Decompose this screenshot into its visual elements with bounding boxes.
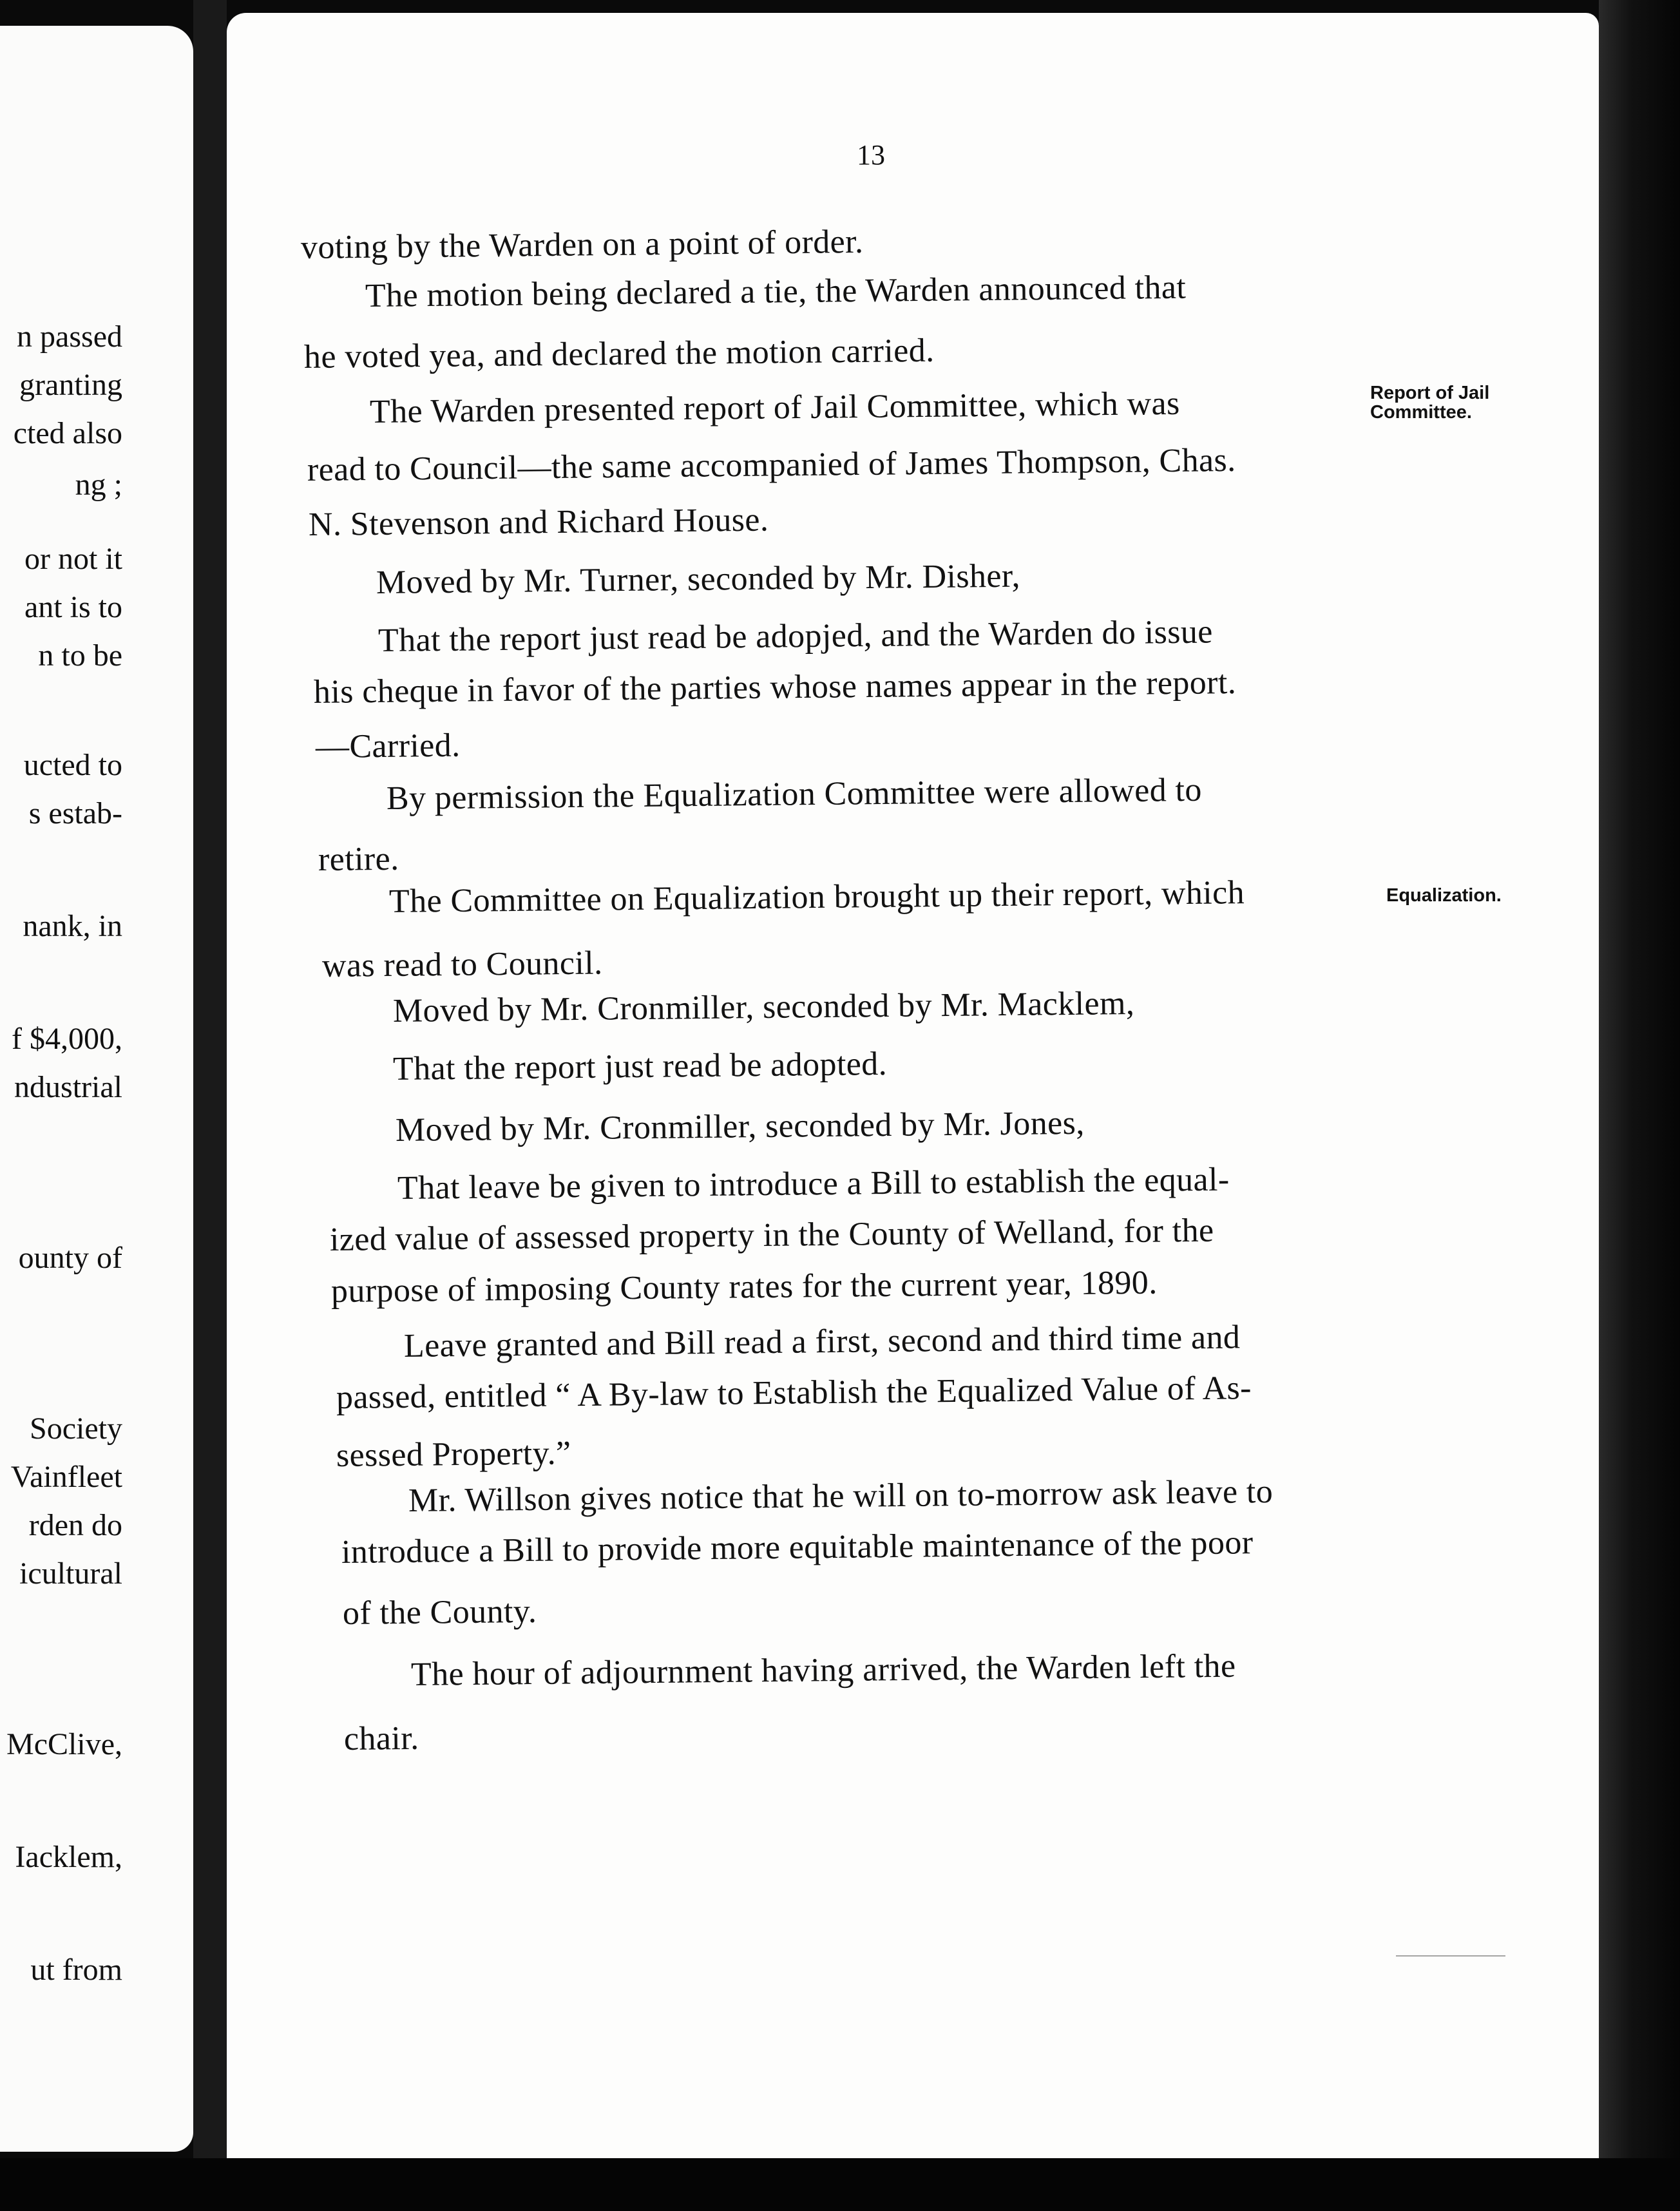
body-line: voting by the Warden on a point of order. [300,223,864,266]
body-line: Mr. Willson gives notice that he will on to-morrow ask leave to [408,1473,1274,1519]
margin-note-line: Report of Jail [1370,383,1490,403]
body-line: introduce a Bill to provide more equitable maintenance of the poor [341,1524,1254,1571]
body-line: retire. [318,840,399,878]
left-page-fragment: ucted to [23,748,122,782]
body-line: his cheque in favor of the parties whose names appear in the report. [313,664,1237,711]
bleed-through-rule [1396,1955,1505,1957]
page-edge-right [1599,0,1680,2211]
left-page-fragment: ant is to [24,590,122,624]
body-line: chair. [343,1719,419,1757]
left-page-fragment: ng ; [75,468,122,502]
left-page-fragment: rden do [28,1508,122,1542]
body-line: read to Council—the same accompanied of James Thompson, Chas. [307,441,1236,488]
left-page-fragment: nank, in [23,909,122,943]
left-page-fragment: cted also [13,416,122,450]
left-page-fragment: n to be [38,638,122,673]
left-page-fragment: or not it [24,542,122,576]
left-page-fragment: f $4,000, [12,1022,122,1056]
main-page [227,13,1599,2158]
body-line: N. Stevenson and Richard House. [308,501,769,543]
body-line: The Committee on Equalization brought up their report, which [388,874,1245,920]
body-line: That the report just read be adopted. [392,1045,888,1087]
left-page-fragment: McClive, [6,1727,122,1761]
left-page-fragment: icultural [19,1556,122,1591]
margin-note-jail-committee [1370,383,1489,422]
body-line: passed, entitled “ A By-law to Establish the Equalized Value of As- [336,1370,1252,1416]
book-gutter [193,0,227,2211]
body-line: of the County. [342,1593,537,1632]
left-page-fragment: s estab- [28,796,122,830]
body-line: sessed Property.” [336,1435,571,1474]
left-page-fragment: Vainfleet [10,1460,122,1494]
body-line: purpose of imposing County rates for the current year, 1890. [330,1264,1158,1310]
body-line: The motion being declared a tie, the Warden announced that [365,269,1187,314]
body-line: The Warden presented report of Jail Committee, which was [369,385,1180,430]
margin-note-line: Committee. [1370,402,1472,423]
left-page-fragment: Iacklem, [15,1840,122,1874]
body-line: —Carried. [315,727,461,765]
body-line: Leave granted and Bill read a first, second and third time and [403,1319,1241,1364]
body-line: he voted yea, and declared the motion carried. [303,332,935,376]
left-page-fragment: ounty of [18,1241,122,1275]
body-line: Moved by Mr. Cronmiller, seconded by Mr. Macklem, [392,984,1135,1029]
left-page-fragment: granting [19,368,122,402]
body-line: was read to Council. [321,944,603,984]
left-page-fragment: Society [30,1412,122,1446]
body-line: ized value of assessed property in the County of Welland, for the [329,1212,1214,1258]
body-line: That the report just read be adopjed, and the Warden do issue [377,613,1213,659]
body-line: The hour of adjournment having arrived, the Warden left the [410,1647,1236,1693]
page-edge-bottom [0,2158,1680,2211]
margin-note-equalization: Equalization. [1386,885,1502,906]
body-line: That leave be given to introduce a Bill to establish the equal- [397,1161,1230,1207]
left-page-fragment: ndustrial [14,1070,122,1104]
body-line: Moved by Mr. Turner, seconded by Mr. Disher, [376,557,1021,601]
body-line: By permission the Equalization Committee were allowed to [386,771,1203,817]
body-line: Moved by Mr. Cronmiller, seconded by Mr. Jones, [395,1104,1085,1149]
left-page-fragment: n passed [17,320,122,354]
left-facing-page [0,26,193,2152]
left-page-fragment: ut from [30,1953,122,1987]
page-number: 13 [857,139,885,171]
